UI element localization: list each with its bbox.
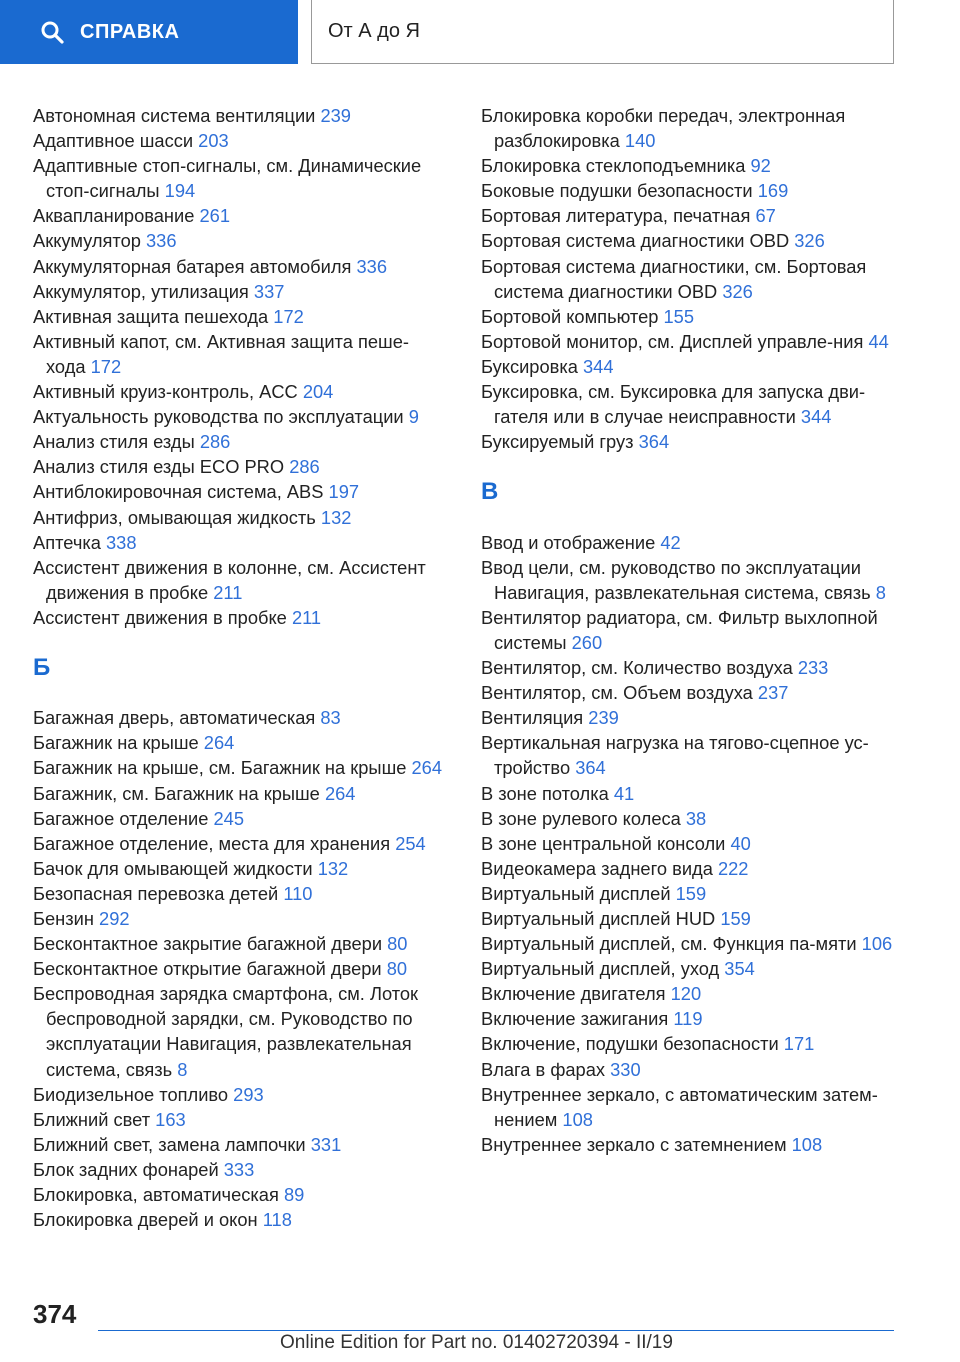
- index-entry-text: Беспроводная зарядка смартфона, см. Лоток беспроводной зарядки, см. Руководство по эксплуатации Навигация, развлекательная система, связь: [33, 983, 419, 1080]
- page-link[interactable]: 38: [685, 807, 707, 829]
- index-entry-text: Активный капот, см. Активная защита пеше-хода: [33, 330, 409, 377]
- index-entry-text: Багажник, см. Багажник на крыше: [33, 782, 320, 804]
- index-entry-text: Виртуальный дисплей: [481, 882, 671, 904]
- section-letter: В: [481, 478, 499, 506]
- az-tab[interactable]: [311, 0, 894, 64]
- index-entry-text: Багажное отделение, места для хранения: [33, 832, 391, 854]
- page-link[interactable]: 172: [273, 305, 304, 327]
- index-entry: [481, 379, 901, 429]
- index-entry: [33, 505, 445, 530]
- page-link[interactable]: 106: [861, 933, 893, 955]
- page-link[interactable]: 292: [99, 908, 130, 929]
- index-column-right: [481, 103, 901, 1157]
- header: [0, 0, 960, 66]
- index-entry: [481, 354, 901, 379]
- index-entry-text: Безопасная перевозка детей: [33, 882, 279, 904]
- index-entry-text: Актуальность руководства по эксплуатации: [33, 406, 404, 428]
- index-entry: [33, 555, 445, 605]
- index-entry: [33, 931, 445, 956]
- page-number: 374: [33, 1299, 77, 1329]
- index-entry: [481, 153, 901, 178]
- page-link[interactable]: 80: [386, 958, 408, 980]
- index-entry-text: Вентилятор радиатора, см. Фильтр выхлопной системы: [481, 606, 878, 653]
- index-entry-text: В зоне потолка: [481, 782, 609, 804]
- page-link[interactable]: 44: [868, 330, 889, 352]
- footer-divider: [98, 1330, 894, 1331]
- index-entry-text: Бортовой монитор, см. Дисплей управле-ния: [481, 330, 864, 352]
- index-entry: [33, 329, 445, 379]
- index-entry-text: Бесконтактное закрытие багажной двери: [33, 933, 383, 955]
- index-entry-text: Ввод и отображение: [481, 531, 656, 553]
- index-entry-text: Вентиляция: [481, 707, 584, 729]
- index-entry: [33, 956, 445, 981]
- index-entry: [33, 806, 445, 831]
- index-entry: [481, 655, 901, 680]
- index-entry-text: Включение двигателя: [481, 983, 666, 1005]
- page-link[interactable]: 333: [223, 1158, 255, 1180]
- index-entry-text: Ассистент движения в колонне, см. Ассистент движения в пробке: [33, 556, 426, 603]
- index-entry: [481, 730, 901, 780]
- index-entry: [33, 228, 445, 253]
- index-entry: [481, 254, 901, 304]
- page-link[interactable]: 203: [198, 130, 229, 152]
- index-entry: [481, 806, 901, 831]
- index-entry: [33, 1182, 445, 1207]
- index-entry: [33, 479, 445, 504]
- page-link[interactable]: 110: [283, 882, 313, 904]
- page-link[interactable]: 9: [408, 406, 419, 428]
- index-entry: [33, 705, 445, 730]
- index-entry-text: Виртуальный дисплей HUD: [481, 908, 716, 929]
- index-entry: [481, 680, 901, 705]
- page-link[interactable]: 331: [310, 1133, 342, 1155]
- index-entry-text: Автономная система вентиляции: [33, 105, 316, 126]
- index-entry-text: Аптечка: [33, 531, 101, 553]
- page-link[interactable]: 326: [794, 230, 825, 252]
- index-entry: [33, 1082, 445, 1107]
- index-entry: [481, 103, 901, 153]
- index-entry: [33, 429, 445, 454]
- index-entry: [481, 881, 901, 906]
- index-entry: [481, 705, 901, 730]
- index-entry-text: Виртуальный дисплей, уход: [481, 958, 720, 980]
- index-entry: [33, 781, 445, 806]
- page-link[interactable]: 163: [155, 1108, 186, 1130]
- index-entry-text: Бортовая система диагностики, см. Бортовая система диагностики OBD: [481, 255, 867, 302]
- page-link[interactable]: 120: [670, 983, 702, 1005]
- page-link[interactable]: 171: [783, 1033, 815, 1055]
- page-link[interactable]: 286: [289, 456, 320, 478]
- page-link[interactable]: 245: [213, 807, 245, 829]
- index-entry-text: Аквапланирование: [33, 205, 195, 227]
- page-link[interactable]: 194: [164, 180, 196, 202]
- index-entry: [481, 1057, 901, 1082]
- az-tab-label: От А до Я: [328, 20, 420, 42]
- index-entry-text: Ассистент движения в пробке: [33, 606, 287, 628]
- index-entry: [33, 1207, 445, 1232]
- page-link[interactable]: 354: [724, 958, 755, 980]
- page-link[interactable]: 222: [717, 857, 749, 879]
- index-entry-text: Бачок для омывающей жидкости: [33, 857, 313, 879]
- section-letter: Б: [33, 654, 51, 682]
- index-entry: [33, 103, 445, 128]
- index-entry-text: Внутреннее зеркало, с автоматическим затем-нением: [481, 1083, 878, 1130]
- index-entry: [33, 153, 445, 203]
- index-entry-text: Буксировка: [481, 355, 578, 377]
- index-entry-text: Бортовой компьютер: [481, 305, 659, 327]
- index-entry-text: Анализ стиля езды ECO PRO: [33, 456, 285, 478]
- index-entry-text: Биодизельное топливо: [33, 1083, 229, 1105]
- page-link[interactable]: 172: [90, 355, 122, 377]
- index-entry-text: Вентилятор, см. Количество воздуха: [481, 657, 793, 679]
- index-entry: [33, 530, 445, 555]
- index-entry: [481, 981, 901, 1006]
- index-entry: [33, 128, 445, 153]
- search-icon: [40, 20, 64, 44]
- page-link[interactable]: 364: [575, 757, 606, 779]
- page-link[interactable]: 337: [253, 280, 285, 302]
- index-entry-text: Активная защита пешехода: [33, 305, 269, 327]
- page-link[interactable]: 233: [797, 657, 829, 679]
- index-entry: [33, 831, 445, 856]
- edition-text: Online Edition for Part no. 01402720394 - II/19: [280, 1332, 673, 1353]
- page-link[interactable]: 286: [199, 431, 231, 453]
- index-entry-text: Антиблокировочная система, ABS: [33, 481, 324, 503]
- index-entry: [481, 1031, 901, 1056]
- page-link[interactable]: 159: [675, 882, 707, 904]
- index-entry-text: Антифриз, омывающая жидкость: [33, 506, 316, 528]
- page-link[interactable]: 264: [411, 757, 443, 779]
- index-entry-text: Боковые подушки безопасности: [481, 180, 753, 202]
- page-link[interactable]: 239: [588, 707, 619, 729]
- index-entry-text: Багажник на крыше, см. Багажник на крыше: [33, 757, 407, 779]
- index-entry-text: Влага в фарах: [481, 1058, 606, 1080]
- help-tab[interactable]: [0, 0, 298, 64]
- page-link[interactable]: 336: [146, 230, 177, 252]
- page-link[interactable]: 8: [177, 1058, 188, 1080]
- index-entry-text: Блокировка коробки передач, электронная разблокировка: [481, 105, 846, 152]
- page-link[interactable]: 42: [660, 531, 681, 553]
- index-entry-text: Виртуальный дисплей, см. Функция па-мяти: [481, 933, 857, 955]
- page-link[interactable]: 159: [720, 908, 751, 929]
- index-entry: [481, 931, 901, 956]
- page-link[interactable]: 254: [395, 832, 426, 854]
- page-link[interactable]: 140: [624, 130, 656, 152]
- index-entry-text: Бортовая система диагностики OBD: [481, 230, 790, 252]
- page-link[interactable]: 344: [583, 355, 614, 377]
- index-entry: [481, 781, 901, 806]
- index-entry-text: Ближний свет: [33, 1108, 151, 1130]
- index-entry-text: Буксировка, см. Буксировка для запуска дви-гателя или в случае неисправности: [481, 381, 866, 428]
- page-link[interactable]: 155: [663, 305, 695, 327]
- page-link[interactable]: 119: [673, 1008, 703, 1030]
- page-link[interactable]: 83: [320, 707, 341, 729]
- index-entry-text: Адаптивное шасси: [33, 130, 194, 152]
- page-link[interactable]: 293: [233, 1083, 264, 1105]
- index-entry: [33, 755, 445, 780]
- page-link[interactable]: 264: [203, 732, 235, 754]
- page-link[interactable]: 326: [722, 280, 753, 302]
- index-entry: [33, 279, 445, 304]
- page-link[interactable]: 197: [328, 481, 360, 503]
- help-tab-label: СПРАВКА: [80, 20, 180, 43]
- index-entry-text: Внутреннее зеркало с затемнением: [481, 1133, 787, 1155]
- index-entry-text: Видеокамера заднего вида: [481, 857, 713, 879]
- index-entry-text: Вертикальная нагрузка на тягово-сцепное ус-тройство: [481, 732, 869, 779]
- index-entry: [481, 1006, 901, 1031]
- index-entry: [481, 831, 901, 856]
- index-entry-text: Блокировка дверей и окон: [33, 1209, 258, 1231]
- index-entry: [481, 329, 901, 354]
- index-entry-text: Блок задних фонарей: [33, 1158, 219, 1180]
- index-entry-text: Включение, подушки безопасности: [481, 1033, 779, 1055]
- index-entry: [33, 379, 445, 404]
- index-entry: [33, 856, 445, 881]
- index-entry: [33, 1132, 445, 1157]
- index-entry: [33, 254, 445, 279]
- index-entry: [481, 906, 901, 931]
- page-link[interactable]: 330: [610, 1058, 641, 1080]
- page-link[interactable]: 239: [320, 105, 351, 126]
- index-entry-text: В зоне центральной консоли: [481, 832, 726, 854]
- index-entry: [33, 404, 445, 429]
- index-entry: [481, 429, 901, 454]
- index-entry-text: В зоне рулевого колеса: [481, 807, 681, 829]
- index-entry-text: Активный круиз-контроль, ACC: [33, 381, 298, 403]
- page-link[interactable]: 260: [571, 631, 603, 653]
- index-entry-text: Аккумуляторная батарея автомобиля: [33, 255, 352, 277]
- index-entry: [481, 228, 901, 253]
- index-entry: [33, 981, 445, 1081]
- page-link[interactable]: 8: [875, 581, 886, 603]
- index-entry: [33, 454, 445, 479]
- page-link[interactable]: 108: [791, 1133, 823, 1155]
- page-link[interactable]: 67: [755, 205, 776, 227]
- index-entry-text: Адаптивные стоп-сигналы, см. Динамические стоп-сигналы: [33, 155, 422, 202]
- index-entry: [481, 956, 901, 981]
- index-entry-text: Багажная дверь, автоматическая: [33, 707, 316, 729]
- index-entry: [481, 1132, 901, 1157]
- page-link[interactable]: 204: [302, 381, 334, 403]
- index-entry: [481, 304, 901, 329]
- page-link[interactable]: 41: [613, 782, 635, 804]
- page-link[interactable]: 132: [317, 857, 349, 879]
- index-entry: [481, 203, 901, 228]
- index-entry: [33, 304, 445, 329]
- index-entry: [33, 1157, 445, 1182]
- index-entry-text: Ввод цели, см. руководство по эксплуатации Навигация, развлекательная система, связь: [481, 556, 871, 603]
- index-entry: [33, 881, 445, 906]
- page-link[interactable]: 118: [262, 1209, 292, 1231]
- index-entry-text: Блокировка стеклоподъемника: [481, 155, 746, 177]
- page-link[interactable]: 132: [320, 506, 352, 528]
- index-entry: [481, 605, 901, 655]
- index-entry: [481, 1082, 901, 1132]
- index-entry-text: Багажник на крыше: [33, 732, 199, 754]
- page-link[interactable]: 89: [283, 1184, 305, 1206]
- index-entry: [33, 1107, 445, 1132]
- index-entry-text: Вентилятор, см. Объем воздуха: [481, 682, 753, 704]
- index-entry-text: Включение зажигания: [481, 1008, 669, 1030]
- index-entry: [33, 605, 445, 630]
- page-link[interactable]: 237: [757, 682, 789, 704]
- index-entry-text: Бензин: [33, 908, 94, 929]
- page-link[interactable]: 80: [387, 933, 408, 955]
- page-link[interactable]: 92: [750, 155, 771, 177]
- index-entry-text: Ближний свет, замена лампочки: [33, 1133, 306, 1155]
- page-link[interactable]: 344: [800, 406, 832, 428]
- index-entry-text: Бортовая литература, печатная: [481, 205, 751, 227]
- page-link[interactable]: 108: [562, 1108, 593, 1130]
- page-link[interactable]: 336: [356, 255, 388, 277]
- index-entry-text: Анализ стиля езды: [33, 431, 195, 453]
- index-entry: [33, 730, 445, 755]
- index-entry: [481, 530, 901, 555]
- page-link[interactable]: 264: [324, 782, 356, 804]
- page-link[interactable]: 338: [106, 531, 137, 553]
- index-column-left: [33, 103, 445, 1232]
- page-link[interactable]: 40: [730, 832, 751, 854]
- index-entry-text: Блокировка, автоматическая: [33, 1184, 279, 1206]
- index-entry-text: Бесконтактное открытие багажной двери: [33, 958, 382, 980]
- page-link[interactable]: 169: [757, 180, 789, 202]
- index-entry: [33, 203, 445, 228]
- page-link[interactable]: 261: [199, 205, 230, 227]
- index-entry-text: Аккумулятор, утилизация: [33, 280, 249, 302]
- index-entry-text: Багажное отделение: [33, 807, 209, 829]
- index-entry-text: Аккумулятор: [33, 230, 141, 252]
- index-entry: [481, 555, 901, 605]
- page-link[interactable]: 364: [638, 431, 670, 453]
- index-entry: [481, 856, 901, 881]
- index-entry: [33, 906, 445, 931]
- index-entry: [481, 178, 901, 203]
- page-link[interactable]: 211: [291, 606, 322, 628]
- page-link[interactable]: 211: [213, 581, 243, 603]
- index-entry-text: Буксируемый груз: [481, 431, 634, 453]
